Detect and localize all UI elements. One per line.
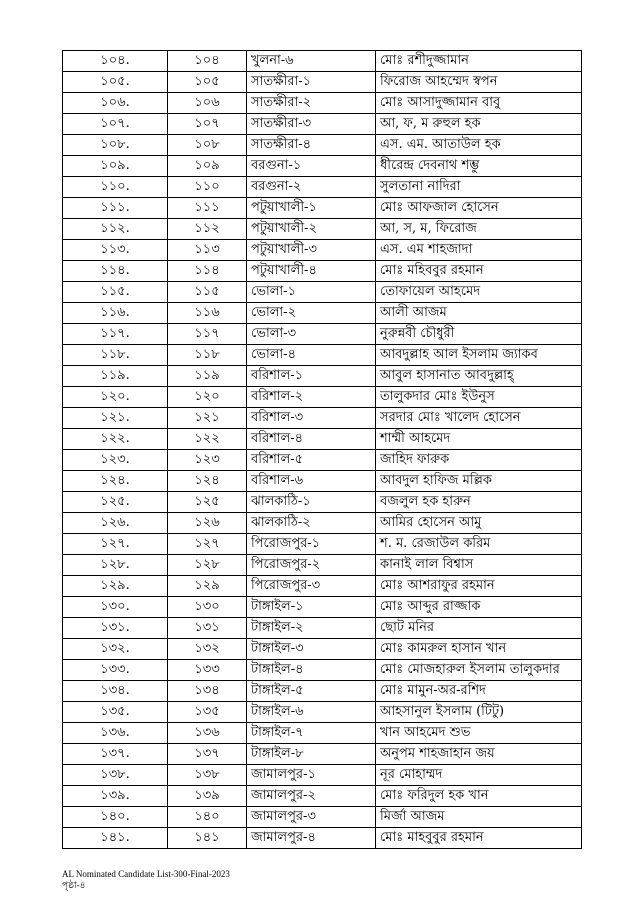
table-row [63, 744, 582, 765]
constituency-cell: পিরোজপুর-৩ [247, 576, 376, 597]
candidate-name-cell: ফিরোজ আহম্মেদ স্বপন [376, 72, 582, 93]
constituency-cell: বরিশাল-৩ [247, 408, 376, 429]
table-row [63, 366, 582, 387]
serial-number-cell: ১১৫. [63, 282, 168, 303]
candidate-name-cell: মোঃ রশীদুজ্জামান [376, 51, 582, 72]
serial-number-cell: ১২৬. [63, 513, 168, 534]
seat-number-cell: ১২৮ [168, 555, 247, 576]
constituency-cell: টাঙ্গাইল-৭ [247, 723, 376, 744]
serial-number-cell: ১০৪. [63, 51, 168, 72]
constituency-cell: পটুয়াখালী-১ [247, 198, 376, 219]
seat-number-cell: ১১৩ [168, 240, 247, 261]
serial-number-cell: ১২৯. [63, 576, 168, 597]
seat-number-cell: ১২৯ [168, 576, 247, 597]
seat-number-cell: ১০৮ [168, 135, 247, 156]
table-row [63, 387, 582, 408]
seat-number-cell: ১১১ [168, 198, 247, 219]
table-row [63, 555, 582, 576]
candidate-name-cell: আবুল হাসানাত আবদুল্লাহ্ [376, 366, 582, 387]
seat-number-cell: ১২৩ [168, 450, 247, 471]
constituency-cell: বরগুনা-২ [247, 177, 376, 198]
seat-number-cell: ১২৭ [168, 534, 247, 555]
table-row [63, 114, 582, 135]
table-row [63, 786, 582, 807]
candidate-name-cell: তোফায়েল আহমেদ [376, 282, 582, 303]
candidate-name-cell: সরদার মোঃ খালেদ হোসেন [376, 408, 582, 429]
table-row [63, 660, 582, 681]
constituency-cell: টাঙ্গাইল-৮ [247, 744, 376, 765]
serial-number-cell: ১৩১. [63, 618, 168, 639]
candidate-name-cell: মোঃ মামুন-অর-রশিদ [376, 681, 582, 702]
candidate-name-cell: মোঃ আব্দুর রাজ্জাক [376, 597, 582, 618]
constituency-cell: পিরোজপুর-২ [247, 555, 376, 576]
constituency-cell: পটুয়াখালী-২ [247, 219, 376, 240]
constituency-cell: সাতক্ষীরা-২ [247, 93, 376, 114]
seat-number-cell: ১৩৬ [168, 723, 247, 744]
table-row [63, 828, 582, 849]
seat-number-cell: ১০৪ [168, 51, 247, 72]
candidate-name-cell: নূর মোহাম্মদ [376, 765, 582, 786]
constituency-cell: সাতক্ষীরা-৪ [247, 135, 376, 156]
serial-number-cell: ১৪১. [63, 828, 168, 849]
seat-number-cell: ১১২ [168, 219, 247, 240]
candidate-name-cell: মোঃ আফজাল হোসেন [376, 198, 582, 219]
table-row [63, 51, 582, 72]
constituency-cell: পিরোজপুর-১ [247, 534, 376, 555]
table-row [63, 93, 582, 114]
constituency-cell: টাঙ্গাইল-১ [247, 597, 376, 618]
candidate-name-cell: মোঃ মোজহারুল ইসলাম তালুকদার [376, 660, 582, 681]
serial-number-cell: ১২৭. [63, 534, 168, 555]
candidate-name-cell: ধীরেন্দ্র দেবনাথ শম্ভু [376, 156, 582, 177]
serial-number-cell: ১০৬. [63, 93, 168, 114]
constituency-cell: টাঙ্গাইল-৬ [247, 702, 376, 723]
seat-number-cell: ১৩৮ [168, 765, 247, 786]
candidate-name-cell: সুলতানা নাদিরা [376, 177, 582, 198]
table-row [63, 471, 582, 492]
table-row [63, 681, 582, 702]
table-row [63, 324, 582, 345]
candidate-name-cell: বজলুল হক হারুন [376, 492, 582, 513]
table-row [63, 177, 582, 198]
seat-number-cell: ১১৭ [168, 324, 247, 345]
candidate-name-cell: মোঃ মহিববুর রহমান [376, 261, 582, 282]
candidate-name-cell: কানাই লাল বিশ্বাস [376, 555, 582, 576]
constituency-cell: বরিশাল-৫ [247, 450, 376, 471]
serial-number-cell: ১১২. [63, 219, 168, 240]
seat-number-cell: ১৪০ [168, 807, 247, 828]
seat-number-cell: ১২৬ [168, 513, 247, 534]
serial-number-cell: ১৩৭. [63, 744, 168, 765]
candidate-name-cell: শাম্মী আহমেদ [376, 429, 582, 450]
constituency-cell: ঝালকাঠি-২ [247, 513, 376, 534]
table-row [63, 639, 582, 660]
seat-number-cell: ১২৪ [168, 471, 247, 492]
seat-number-cell: ১৩০ [168, 597, 247, 618]
constituency-cell: জামালপুর-৩ [247, 807, 376, 828]
seat-number-cell: ১৩৩ [168, 660, 247, 681]
candidate-name-cell: মোঃ আসাদুজ্জামান বাবু [376, 93, 582, 114]
candidate-name-cell: আমির হোসেন আমু [376, 513, 582, 534]
serial-number-cell: ১১৮. [63, 345, 168, 366]
constituency-cell: খুলনা-৬ [247, 51, 376, 72]
table-row [63, 156, 582, 177]
serial-number-cell: ১১৪. [63, 261, 168, 282]
candidate-name-cell: আহসানুল ইসলাম (টিটু) [376, 702, 582, 723]
seat-number-cell: ১২২ [168, 429, 247, 450]
serial-number-cell: ১৩০. [63, 597, 168, 618]
constituency-cell: টাঙ্গাইল-৫ [247, 681, 376, 702]
serial-number-cell: ১২১. [63, 408, 168, 429]
candidate-name-cell: নুরুন্নবী চৌধুরী [376, 324, 582, 345]
serial-number-cell: ১০৫. [63, 72, 168, 93]
table-row [63, 765, 582, 786]
candidate-name-cell: আবদুল্লাহ আল ইসলাম জ্যাকব [376, 345, 582, 366]
serial-number-cell: ১১১. [63, 198, 168, 219]
seat-number-cell: ১৪১ [168, 828, 247, 849]
candidate-name-cell: এস. এম. আতাউল হক [376, 135, 582, 156]
seat-number-cell: ১১০ [168, 177, 247, 198]
serial-number-cell: ১২৫. [63, 492, 168, 513]
serial-number-cell: ১৩৮. [63, 765, 168, 786]
serial-number-cell: ১২৩. [63, 450, 168, 471]
serial-number-cell: ১৩৪. [63, 681, 168, 702]
footer [62, 869, 230, 891]
table-row [63, 597, 582, 618]
seat-number-cell: ১১৬ [168, 303, 247, 324]
candidate-name-cell: জাহিদ ফারুক [376, 450, 582, 471]
table-row [63, 219, 582, 240]
constituency-cell: জামালপুর-২ [247, 786, 376, 807]
candidate-name-cell: আ, স, ম, ফিরোজ [376, 219, 582, 240]
document-label: AL Nominated Candidate List-300-Final-2023 [62, 869, 230, 879]
constituency-cell: বরগুনা-১ [247, 156, 376, 177]
candidate-name-cell: অনুপম শাহজাহান জয় [376, 744, 582, 765]
candidate-name-cell: মোঃ ফরিদুল হক খান [376, 786, 582, 807]
table-row [63, 345, 582, 366]
candidate-name-cell: শ. ম. রেজাউল করিম [376, 534, 582, 555]
candidate-name-cell: তালুকদার মোঃ ইউনুস [376, 387, 582, 408]
candidate-name-cell: খান আহমেদ শুভ [376, 723, 582, 744]
candidate-name-cell: আলী আজম [376, 303, 582, 324]
seat-number-cell: ১০৫ [168, 72, 247, 93]
serial-number-cell: ১৩৬. [63, 723, 168, 744]
candidate-name-cell: মোঃ মাহবুবুর রহমান [376, 828, 582, 849]
candidate-table [62, 50, 582, 849]
constituency-cell: ভোলা-২ [247, 303, 376, 324]
constituency-cell: জামালপুর-১ [247, 765, 376, 786]
seat-number-cell: ১২৫ [168, 492, 247, 513]
table-body [63, 51, 582, 849]
seat-number-cell: ১১৫ [168, 282, 247, 303]
constituency-cell: ভোলা-৪ [247, 345, 376, 366]
serial-number-cell: ১২২. [63, 429, 168, 450]
constituency-cell: সাতক্ষীরা-৩ [247, 114, 376, 135]
seat-number-cell: ১৩২ [168, 639, 247, 660]
serial-number-cell: ১০৮. [63, 135, 168, 156]
candidate-name-cell: মোঃ আশরাফুর রহমান [376, 576, 582, 597]
table-row [63, 303, 582, 324]
table-row [63, 429, 582, 450]
seat-number-cell: ১০৬ [168, 93, 247, 114]
constituency-cell: ঝালকাঠি-১ [247, 492, 376, 513]
serial-number-cell: ১১৩. [63, 240, 168, 261]
table-row [63, 807, 582, 828]
page-number: পৃষ্ঠা-৪ [62, 880, 86, 890]
serial-number-cell: ১৩৯. [63, 786, 168, 807]
constituency-cell: পটুয়াখালী-৩ [247, 240, 376, 261]
constituency-cell: বরিশাল-৪ [247, 429, 376, 450]
table-row [63, 450, 582, 471]
serial-number-cell: ১২০. [63, 387, 168, 408]
candidate-name-cell: এস. এম শাহজাদা [376, 240, 582, 261]
table-row [63, 282, 582, 303]
constituency-cell: বরিশাল-২ [247, 387, 376, 408]
serial-number-cell: ১৩৩. [63, 660, 168, 681]
seat-number-cell: ১২১ [168, 408, 247, 429]
constituency-cell: টাঙ্গাইল-৪ [247, 660, 376, 681]
seat-number-cell: ১৩১ [168, 618, 247, 639]
candidate-name-cell: আবদুল হাফিজ মল্লিক [376, 471, 582, 492]
seat-number-cell: ১১৪ [168, 261, 247, 282]
table-row [63, 702, 582, 723]
constituency-cell: বরিশাল-১ [247, 366, 376, 387]
serial-number-cell: ১৩৫. [63, 702, 168, 723]
table-row [63, 135, 582, 156]
table-row [63, 492, 582, 513]
constituency-cell: ভোলা-৩ [247, 324, 376, 345]
seat-number-cell: ১১৮ [168, 345, 247, 366]
table-row [63, 408, 582, 429]
table-row [63, 723, 582, 744]
constituency-cell: সাতক্ষীরা-১ [247, 72, 376, 93]
serial-number-cell: ১০৭. [63, 114, 168, 135]
candidate-name-cell: মির্জা আজম [376, 807, 582, 828]
serial-number-cell: ১০৯. [63, 156, 168, 177]
seat-number-cell: ১৩৭ [168, 744, 247, 765]
seat-number-cell: ১১৯ [168, 366, 247, 387]
serial-number-cell: ১১৬. [63, 303, 168, 324]
serial-number-cell: ১১৭. [63, 324, 168, 345]
candidate-name-cell: আ, ফ, ম রুহুল হক [376, 114, 582, 135]
table-row [63, 240, 582, 261]
seat-number-cell: ১৩৫ [168, 702, 247, 723]
table-row [63, 72, 582, 93]
table-row [63, 576, 582, 597]
seat-number-cell: ১৩৪ [168, 681, 247, 702]
table-row [63, 513, 582, 534]
constituency-cell: পটুয়াখালী-৪ [247, 261, 376, 282]
seat-number-cell: ১৩৯ [168, 786, 247, 807]
constituency-cell: জামালপুর-৪ [247, 828, 376, 849]
seat-number-cell: ১০৯ [168, 156, 247, 177]
table-row [63, 261, 582, 282]
serial-number-cell: ১২৮. [63, 555, 168, 576]
constituency-cell: ভোলা-১ [247, 282, 376, 303]
constituency-cell: টাঙ্গাইল-৩ [247, 639, 376, 660]
table-row [63, 198, 582, 219]
seat-number-cell: ১২০ [168, 387, 247, 408]
serial-number-cell: ১৩২. [63, 639, 168, 660]
serial-number-cell: ১১০. [63, 177, 168, 198]
seat-number-cell: ১০৭ [168, 114, 247, 135]
candidate-name-cell: ছোট মনির [376, 618, 582, 639]
table-row [63, 534, 582, 555]
serial-number-cell: ১৪০. [63, 807, 168, 828]
table-row [63, 618, 582, 639]
constituency-cell: বরিশাল-৬ [247, 471, 376, 492]
serial-number-cell: ১২৪. [63, 471, 168, 492]
serial-number-cell: ১১৯. [63, 366, 168, 387]
constituency-cell: টাঙ্গাইল-২ [247, 618, 376, 639]
candidate-name-cell: মোঃ কামরুল হাসান খান [376, 639, 582, 660]
